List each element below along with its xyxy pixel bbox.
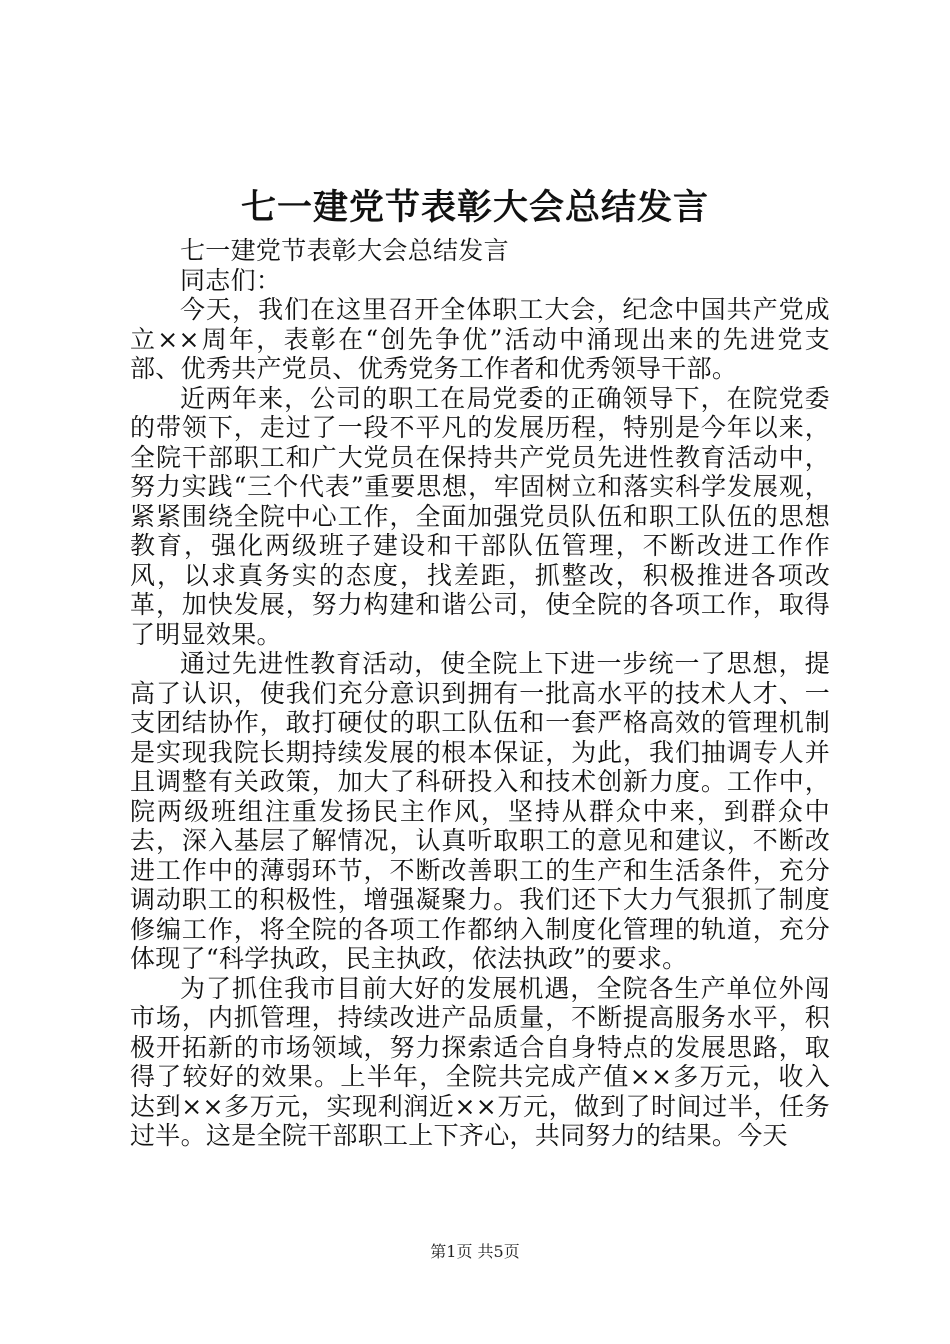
page-footer: 第1页 共5页 (430, 1242, 520, 1261)
document-body (130, 236, 830, 1151)
document-title: 七一建党节表彰大会总结发言 (240, 187, 709, 228)
paragraph-progress: 近两年来，公司的职工在局党委的正确领导下，在院党委的带领下，走过了一段不平凡的发展历程，特别是今年以来，全院干部职工和广大党员在保持共产党员先进性教育活动中，努力实践“三个代表”重要思想，牢固树立和落实科学发展观，紧紧围绕全院中心工作，全面加强党员队伍和职工队伍的思想教育，强化两级班子建设和干部队伍管理，不断改进工作作风，以求真务实的态度，找差距，抓整改，积极推进各项改革，加快发展，努力构建和谐公司，使全院的各项工作，取得了明显效果。 (130, 383, 830, 649)
paragraph-salutation: 同志们： (180, 265, 282, 295)
paragraph-subtitle: 七一建党节表彰大会总结发言 (180, 236, 509, 265)
paragraph-opening: 今天，我们在这里召开全体职工大会，纪念中国共产党成立××周年，表彰在“创先争优”活动中涌现出来的先进党支部、优秀共产党员、优秀党务工作者和优秀领导干部。 (130, 295, 830, 383)
paragraph-market: 为了抓住我市目前大好的发展机遇，全院各生产单位外闯市场，内抓管理，持续改进产品质量，不断提高服务水平，积极开拓新的市场领域，努力探索适合自身特点的发展思路，取得了较好的效果。上半年，全院共完成产值××多万元，收入达到××多万元，实现利润近××万元，做到了时间过半，任务过半。这是全院干部职工上下齐心，共同努力的结果。今天 (130, 973, 830, 1150)
paragraph-education: 通过先进性教育活动，使全院上下进一步统一了思想，提高了认识，使我们充分意识到拥有一批高水平的技术人才、一支团结协作，敢打硬仗的职工队伍和一套严格高效的管理机制是实现我院长期持续发展的根本保证，为此，我们抽调专人并且调整有关政策，加大了科研投入和技术创新力度。工作中，院两级班组注重发扬民主作风，坚持从群众中来，到群众中去，深入基层了解情况，认真听取职工的意见和建议，不断改进工作中的薄弱环节，不断改善职工的生产和生活条件，充分调动职工的积极性，增强凝聚力。我们还下大力气狠抓了制度修编工作，将全院的各项工作都纳入制度化管理的轨道，充分体现了“科学执政，民主执政，依法执政”的要求。 (130, 649, 830, 973)
